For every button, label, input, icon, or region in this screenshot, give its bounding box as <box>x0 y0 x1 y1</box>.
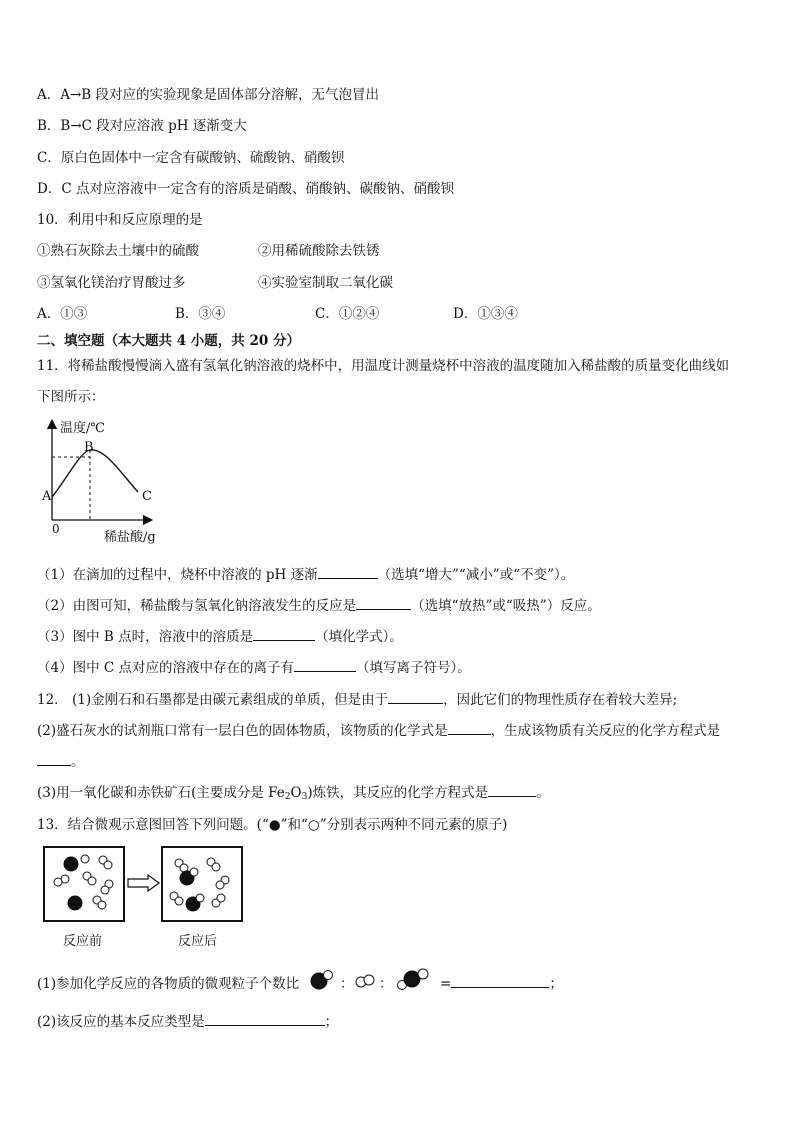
q10-choice-b: B．③④ <box>175 306 226 322</box>
black-atom <box>68 896 82 910</box>
section-title: 二、填空题（本大题共 4 小题，共 20 分） <box>37 333 300 349</box>
q10-choice-c: C．①②④ <box>315 306 380 322</box>
answer-blank[interactable] <box>388 691 443 704</box>
answer-blank[interactable] <box>294 659 356 672</box>
before-reaction-box <box>43 846 125 922</box>
after-reaction-box <box>161 846 243 922</box>
answer-blank[interactable] <box>318 566 378 579</box>
ratio-colon: ： <box>379 976 393 992</box>
q10-choice-a: A．①③ <box>37 306 88 322</box>
equals-sign: = <box>440 976 452 992</box>
q12-sub1-tail: ，因此它们的物理性质存在着较大差异; <box>443 692 678 708</box>
q11-sub2-hint: （选填“放热”或“吸热”）反应。 <box>411 598 601 614</box>
q11-sub3 <box>37 625 403 645</box>
graph-x-label: 稀盐酸/g <box>104 530 156 545</box>
q12-sub2-tail: ，生成该物质有关反应的化学方程式是 <box>490 723 721 739</box>
q11-sub2 <box>37 594 601 614</box>
q11-sub3-text: （3）图中 B 点时，溶液中的溶质是 <box>37 629 254 645</box>
answer-blank[interactable] <box>205 1013 325 1026</box>
q9-option-b: B．B→C 段对应溶液 pH 逐渐变大 <box>37 118 247 134</box>
q12-sub1-text: 12． (1)金刚石和石墨都是由碳元素组成的单质，但是由于 <box>37 692 389 708</box>
q13-sub2-text: (2)该反应的基本反应类型是 <box>37 1014 205 1030</box>
q12-sub3-text: (3)用一氧化碳和赤铁矿石(主要成分是 Fe <box>37 785 285 801</box>
q11-sub1-hint: （选填“增大”“减小”或“不变”）。 <box>377 567 575 583</box>
q11-stem-line2: 下图所示： <box>37 389 105 405</box>
q9-option-a: A．A→B 段对应的实验现象是固体部分溶解，无气泡冒出 <box>37 87 380 103</box>
graph-y-label: 温度/℃ <box>60 421 105 436</box>
q9-option-c: C．原白色固体中一定含有碳酸钠、硫酸钠、硝酸钡 <box>37 150 345 166</box>
graph-origin: 0 <box>52 522 60 536</box>
q11-sub1 <box>37 563 574 583</box>
q13-sub1-answer <box>440 972 563 992</box>
q10-item-1: ①熟石灰除去土壤中的硫酸 <box>37 243 199 259</box>
q13-sub2-end: ； <box>324 1014 339 1030</box>
molecule-icon-white-black-white <box>394 966 432 992</box>
reaction-arrow-icon <box>127 874 161 892</box>
molecule-icon-white-white <box>354 973 376 989</box>
q12-sub3-end: 。 <box>536 785 550 801</box>
q13-sub1-text: (1)参加化学反应的各物质的微观粒子个数比 <box>37 976 300 992</box>
q10-item-2: ②用稀硫酸除去铁锈 <box>258 243 380 259</box>
caption-before: 反应前 <box>63 934 103 949</box>
subscript: 3 <box>301 792 308 802</box>
oxygen-symbol: O <box>290 785 302 801</box>
answer-blank[interactable] <box>37 753 71 766</box>
graph-point-b: B <box>84 440 94 455</box>
black-atom <box>64 857 78 871</box>
q12-sub2-text: (2)盛石灰水的试剂瓶口常有一层白色的固体物质，该物质的化学式是 <box>37 723 448 739</box>
answer-blank[interactable] <box>448 722 491 735</box>
q12-sub3 <box>37 781 550 802</box>
subscript: 2 <box>284 792 291 802</box>
q10-stem: 10．利用中和反应原理的是 <box>37 212 203 228</box>
q11-sub1-text: （1）在滴加的过程中，烧杯中溶液的 pH 逐渐 <box>37 567 318 583</box>
answer-blank[interactable] <box>488 784 536 797</box>
q10-item-3: ③氢氧化镁治疗胃酸过多 <box>37 275 186 291</box>
molecule-icon-black-white <box>309 969 335 991</box>
graph-point-a: A <box>42 489 52 504</box>
q12-sub2-cont <box>37 750 85 770</box>
ratio-colon: ： <box>340 976 354 992</box>
q12-sub2 <box>37 719 720 739</box>
answer-blank[interactable] <box>356 597 411 610</box>
white-atom <box>81 855 89 863</box>
q13-stem: 13．结合微观示意图回答下列问题。(“●”和“○”分别表示两种不同元素的原子) <box>37 817 508 833</box>
q9-option-d: D．C 点对应溶液中一定含有的溶质是硝酸、硝酸钠、碳酸钠、硝酸钡 <box>37 181 454 197</box>
graph-point-c: C <box>142 489 152 504</box>
q11-sub4 <box>37 656 471 676</box>
caption-after: 反应后 <box>178 934 218 949</box>
q13-sub1-end: ； <box>549 976 563 992</box>
q12-sub3-tail: )炼铁，其反应的化学方程式是 <box>307 785 489 801</box>
q13-sub2 <box>37 1010 338 1030</box>
answer-blank[interactable] <box>253 628 315 641</box>
q11-sub3-hint: （填化学式）。 <box>315 629 403 645</box>
q11-stem-line1: 11．将稀盐酸慢慢滴入盛有氢氧化钠溶液的烧杯中，用温度计测量烧杯中溶液的温度随加入稀盐酸的质量变化曲线如 <box>37 358 730 374</box>
q11-sub4-hint: （填写离子符号）。 <box>356 660 471 676</box>
q12-sub2-end: 。 <box>71 754 85 770</box>
q10-choice-d: D．①③④ <box>453 306 518 322</box>
q11-sub2-text: （2）由图可知，稀盐酸与氢氧化钠溶液发生的反应是 <box>37 598 357 614</box>
q10-item-4: ④实验室制取二氧化碳 <box>258 275 393 291</box>
q12-sub1 <box>37 688 677 708</box>
q11-sub4-text: （4）图中 C 点对应的溶液中存在的离子有 <box>37 660 295 676</box>
answer-blank[interactable] <box>451 975 549 988</box>
q13-sub1 <box>37 972 299 992</box>
